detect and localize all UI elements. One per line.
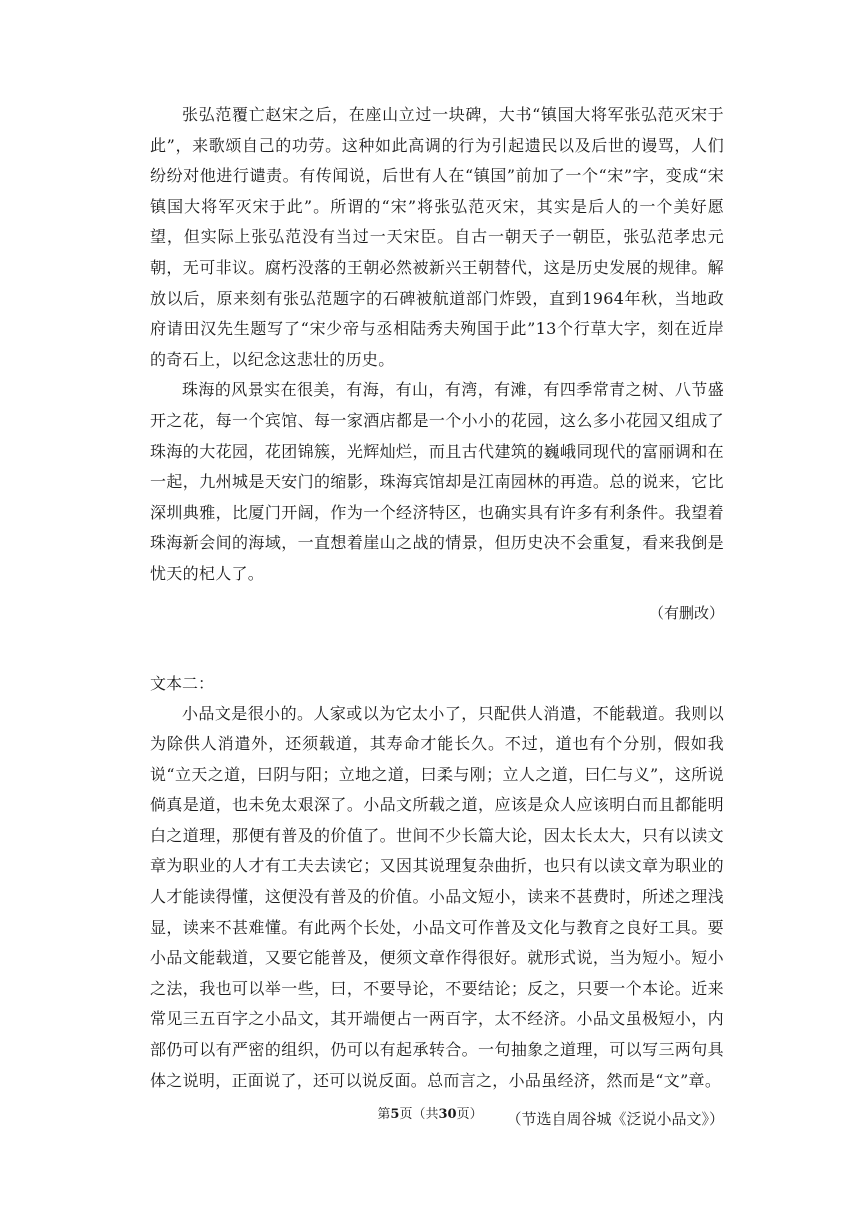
text1-paragraph-2: 珠海的风景实在很美，有海，有山，有湾，有滩，有四季常青之树、八节盛开之花，每一个宾馆、每一家酒店都是一个小小的花园，这么多小花园又组成了珠海的大花园，花团锦簇，光辉灿烂，而且古代建筑的巍峨同现代的富丽调和在一起，九州城是天安门的缩影，珠海宾馆却是江南园林的再造。总的说来，它比深圳典雅，比厦门开阔，作为一个经济特区，也确实具有许多有利条件。我望着珠海新会间的海域，一直想着崖山之战的情景，但历史决不会重复，看来我倒是忧天的杞人了。: [150, 380, 724, 583]
footer-total-pages: 30: [438, 1107, 457, 1122]
text2-paragraph-1: 小品文是很小的。人家或以为它太小了，只配供人消遣，不能载道。我则以为除供人消遣外，还须载道，其寿命才能长久。不过，道也有个分别，假如我说“立天之道，曰阴与阳；立地之道，曰柔与刚；立人之道，曰仁与义”，这所说倘真是道，也未免太艰深了。小品文所载之道，应该是众人应该明白而且都能明白之道理，那便有普及的价值了。世间不少长篇大论，因太长太大，只有以读文章为职业的人才有工夫去读它；又因其说理复杂曲折，也只有以读文章为职业的人才能读得懂，这便没有普及的价值。小品文短小，读来不甚费时，所述之理浅显，读来不甚难懂。有此两个长处，小品文可作普及文化与教育之良好工具。要小品文能载道，又要它能普及，便须文章作得很好。就形式说，当为短小。短小之法，我也可以举一些，曰，不要导论，不要结论；反之，只要一个本论。近来常见三五百字之小品文，其开端便占一两百字，太不经济。小品文虽极短小，内部仍可以有严密的组织，仍可以有起承转合。一句抽象之道理，可以写三两句具体之说明，正面说了，还可以说反面。总而言之，小品虽经济，然而是“文”章。: [150, 703, 724, 1090]
text2-source-note: （节选自周谷城《泛说小品文》）: [506, 1110, 724, 1129]
text1-paragraph-1: 张弘范覆亡赵宋之后，在座山立过一块碑，大书“镇国大将军张弘范灭宋于此”，来歌颂自己的功劳。这种如此高调的行为引起遗民以及后世的谩骂，人们纷纷对他进行谴责。有传闻说，后世有人在“镇国”前加了一个“宋”字，变成“宋镇国大将军灭宋于此”。所谓的“宋”将张弘范灭宋，其实是后人的一个美好愿望，但实际上张弘范没有当过一天宋臣。自古一朝天子一朝臣，张弘范孝忠元朝，无可非议。腐朽没落的王朝必然被新兴王朝替代，这是历史发展的规律。解放以后，原来刻有张弘范题字的石碑被航道部门炸毁，直到1964年秋，当地政府请田汉先生题写了“宋少帝与丞相陆秀夫殉国于此”13个行草大字，刻在近岸的奇石上，以纪念这悲壮的历史。: [150, 105, 724, 369]
text1-source-note: （有删改）: [648, 603, 724, 622]
footer-suffix: 页）: [456, 1107, 483, 1122]
footer-prefix: 第: [377, 1107, 391, 1122]
document-page: [150, 100, 724, 1134]
footer-middle: 页（共: [399, 1107, 439, 1122]
footer-page-number: 5: [390, 1107, 400, 1122]
page-footer: [0, 1106, 860, 1124]
text2-label: 文本二：: [150, 673, 215, 693]
